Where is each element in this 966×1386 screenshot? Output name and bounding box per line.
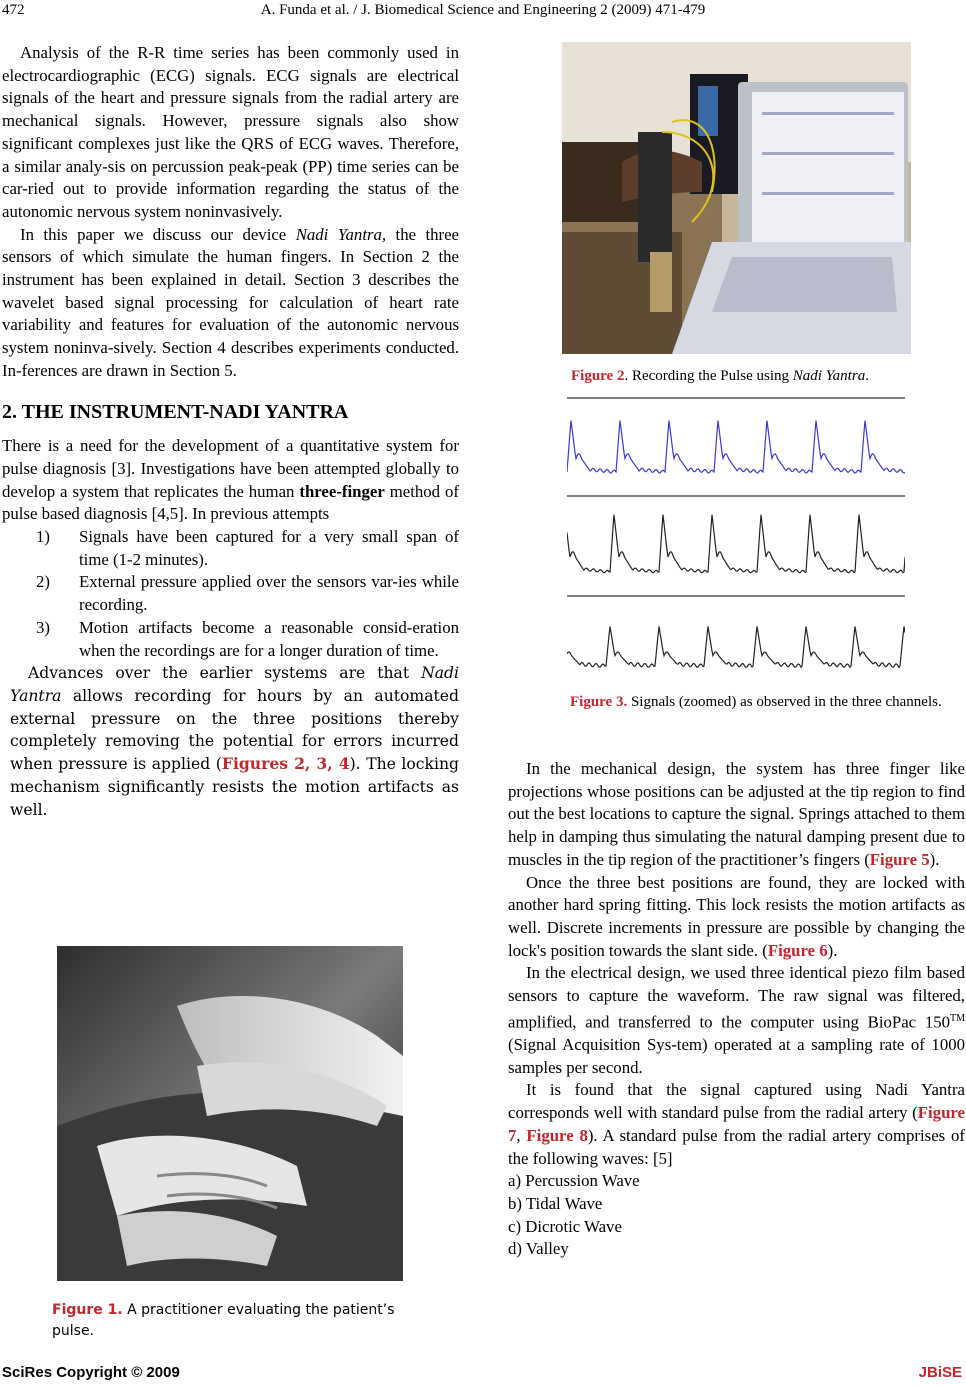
text-run: the three sensors of which simulate the human fingers. In Section 2 the instrument has been explained in detail. Section 3 describes the wavelet based signal processing for calculation of heart rate variability and features for evaluation of the autonomic nervous system noninva-sively. Section 4 describes experiments conducted. In-ferences are drawn in Section 5. xyxy=(2,224,459,380)
paragraph xyxy=(2,435,459,526)
paragraph xyxy=(508,758,965,872)
page-number: 472 xyxy=(2,2,25,18)
journal-abbrev: JBiSE xyxy=(918,1364,962,1381)
list-number: 2) xyxy=(36,572,50,592)
caption-text: . xyxy=(865,368,869,384)
bold-term: three-finger xyxy=(299,481,385,501)
caption-text: A practitioner evaluating the patient’s pulse. xyxy=(52,1302,395,1339)
text-run: It is found that the signal captured using Nadi Yantra corresponds well with standard pulse from the radial artery ( xyxy=(508,1080,965,1123)
page-footer xyxy=(0,1360,966,1386)
paragraph xyxy=(2,224,459,383)
list-text: Motion artifacts become a reasonable consid-eration when the recordings are for a longer duration of time. xyxy=(79,617,459,660)
figure-2-image xyxy=(562,42,911,354)
text-run: There is a need for the development of a quantitative system for pulse diagnosis [3]. Investigations have been attempted globally to develop a system that replicates the human xyxy=(2,436,459,501)
list-item xyxy=(2,571,459,616)
text-run: ). xyxy=(929,849,940,869)
page-header xyxy=(0,0,966,26)
figure-link[interactable]: Figure 6 xyxy=(767,940,828,960)
paragraph: Analysis of the R-R time series has been commonly used in electrocardiographic (ECG) signals. ECG signals are electrical signals of the heart and pressure signals from the radial artery are mechanical signals. However, pressure signals also show significant complexes just like the QRS of ECG waves. Therefore, a similar analy-sis on percussion peak-peak (PP) time series can be car-ried out to provide information regarding the status of the autonomic nervous system noninvasively. xyxy=(2,43,459,221)
trademark: TM xyxy=(950,1012,965,1024)
list-item xyxy=(2,526,459,571)
list-item: b) Tidal Wave xyxy=(508,1193,603,1213)
paragraph xyxy=(508,1079,965,1170)
right-column xyxy=(508,758,965,1261)
channel-1-trace xyxy=(567,421,905,473)
text-run: In this paper we discuss our device xyxy=(20,224,296,244)
channel-2-trace xyxy=(567,515,905,573)
text-run: method of pulse based diagnosis [4,5]. In previous attempts xyxy=(2,481,459,524)
text-run: In the mechanical design, the system has three finger like projections whose positions can be adjusted at the tip region to find out the best locations to capture the signal. Springs attached to them help in damping thus simulating the natural damping present due to muscles in the tip region of the practitioner’s fingers ( xyxy=(508,759,965,869)
device-name: Nadi Yantra xyxy=(10,664,459,705)
copyright: SciRes Copyright © 2009 xyxy=(2,1364,180,1381)
paragraph xyxy=(508,872,965,963)
figure-label: Figure 1. xyxy=(52,1302,123,1318)
list-number: 3) xyxy=(36,617,50,637)
text-run: (Signal Acquisition Sys-tem) operated at a sampling rate of 1000 samples per second. xyxy=(508,1035,965,1077)
device-name: Nadi Yantra xyxy=(792,368,866,384)
section-heading: 2. THE INSTRUMENT-NADI YANTRA xyxy=(2,400,349,423)
list-text: External pressure applied over the sensors var-ies while recording. xyxy=(79,572,459,615)
list-item xyxy=(2,617,459,662)
figure-1-image xyxy=(57,946,403,1281)
figure-link[interactable]: Figure 8 xyxy=(526,1125,588,1145)
channel-3-trace xyxy=(567,627,905,668)
figure-1-caption xyxy=(52,1300,432,1342)
figure-link[interactable]: Figure 5 xyxy=(869,849,930,869)
figure-link[interactable]: Figure 7 xyxy=(508,1103,965,1145)
wave-list xyxy=(508,1170,965,1261)
paragraph xyxy=(508,962,965,1079)
figure-label: Figure 3. xyxy=(570,694,628,710)
left-column xyxy=(2,42,459,821)
attempts-list xyxy=(2,526,459,662)
pulse-signal-plot xyxy=(567,396,905,676)
caption-text: Signals (zoomed) as observed in the three channels. xyxy=(627,694,942,710)
text-run: ). A standard pulse from the radial artery comprises of the following waves: [5] xyxy=(508,1125,965,1168)
running-head xyxy=(0,2,966,19)
list-item: d) Valley xyxy=(508,1239,569,1259)
list-text: Signals have been captured for a very small span of time (1-2 minutes). xyxy=(79,527,459,569)
text-run: Advances over the earlier systems are that xyxy=(28,664,422,683)
running-head-text: A. Funda et al. / J. Biomedical Science and Engineering 2 (2009) 471-479 xyxy=(260,2,706,18)
pulse-examination-photo xyxy=(57,946,403,1281)
figure-label: Figure 2 xyxy=(571,368,625,384)
list-item: a) Percussion Wave xyxy=(508,1171,640,1191)
figure-3-signals xyxy=(567,396,905,676)
list-item: c) Dicrotic Wave xyxy=(508,1216,622,1236)
text-run: allows recording for hours by an automated external pressure on the three positions thereby completely removing the potential for errors incurred when pressure is applied ( xyxy=(10,686,459,774)
laptop-recording-photo xyxy=(562,42,911,354)
figure-3-caption xyxy=(570,692,965,713)
text-run: ). xyxy=(827,940,838,960)
text-run: , xyxy=(516,1125,527,1145)
text-run: ). The locking mechanism significantly resists the motion artifacts as well. xyxy=(10,755,460,819)
text-run: Once the three best positions are found, they are locked with another hard spring fitting. This lock resists the motion artifacts as well. Discrete increments in pressure are possible by changing the lock's position towards the slant side. ( xyxy=(508,872,965,960)
list-number: 1) xyxy=(36,527,50,547)
paragraph xyxy=(10,662,459,821)
figure-2-caption xyxy=(571,366,951,387)
device-name: Nadi Yantra, xyxy=(295,224,387,244)
caption-text: . Recording the Pulse using xyxy=(624,368,793,384)
figure-link[interactable]: Figures 2, 3, 4 xyxy=(221,754,350,774)
text-run: In the electrical design, we used three identical piezo film based sensors to capture the waveform. The raw signal was filtered, amplified, and transferred to the computer using BioPac 150 xyxy=(508,963,965,1032)
